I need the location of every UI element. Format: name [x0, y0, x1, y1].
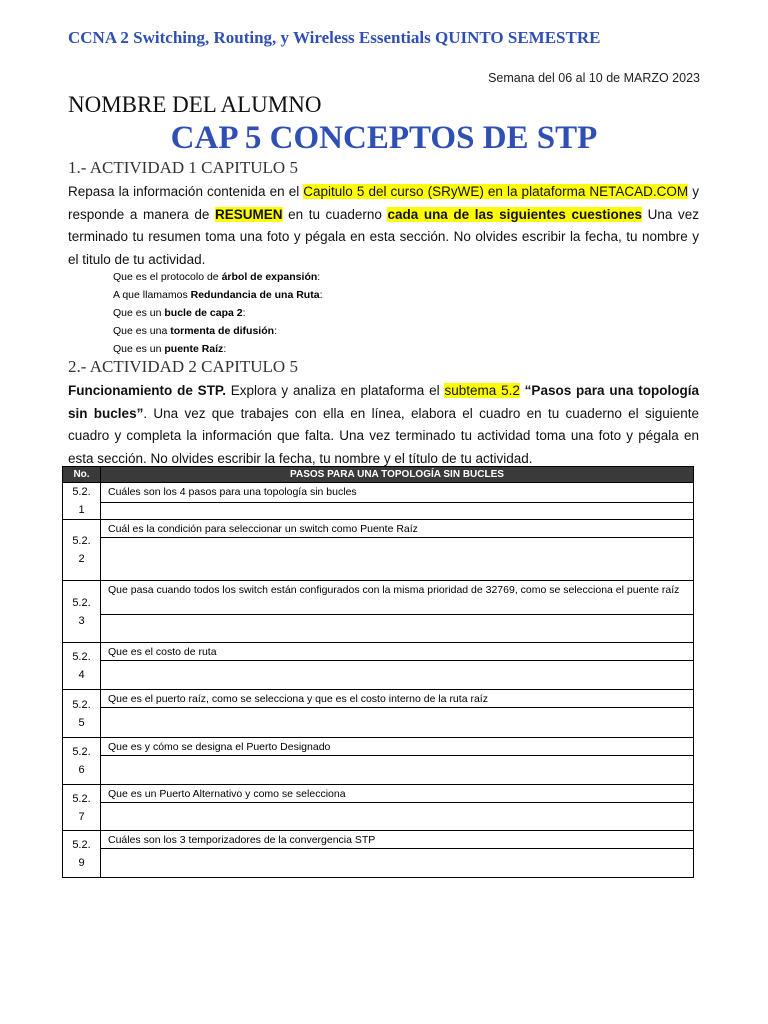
- activity1-text-4: Una vez terminado tu resumen toma una foto y pégala en esta sección. No olvides escribir la fecha, tu nombre y el titulo de tu actividad.: [68, 206, 699, 267]
- activity1-text-1: Repasa la información contenida en el: [68, 184, 304, 199]
- activity1-text-3: en tu cuaderno: [282, 206, 388, 222]
- answer-cell[interactable]: [101, 756, 694, 785]
- question-suffix: :: [317, 271, 321, 283]
- row-number: [63, 520, 101, 581]
- row-number-prefix: 5.2.: [72, 535, 91, 547]
- row-number-suffix: 2: [78, 553, 85, 565]
- activity2-bold-1: Funcionamiento de STP.: [68, 383, 226, 398]
- row-number-prefix: 5.2.: [72, 486, 91, 498]
- row-question: Que es y cómo se designa el Puerto Designado: [101, 738, 694, 756]
- row-number-suffix: 3: [78, 614, 85, 627]
- row-number: [63, 785, 101, 831]
- row-number-prefix: 5.2.: [72, 698, 91, 711]
- activity2-heading: 2.- ACTIVIDAD 2 CAPITULO 5: [68, 357, 298, 376]
- question-prefix: Que es un: [113, 307, 165, 319]
- row-question: Cuáles son los 3 temporizadores de la convergencia STP: [101, 831, 694, 849]
- activity1-highlight-chapter: Capitulo 5 del curso (SRyWE) en la plataforma NETACAD.COM: [303, 184, 689, 199]
- list-item: [113, 322, 322, 340]
- row-number-suffix: 4: [78, 669, 85, 681]
- row-question: Cuáles son los 4 pasos para una topología sin bucles: [101, 483, 694, 503]
- question-term: puente Raíz: [164, 343, 224, 355]
- row-number: [63, 738, 101, 785]
- activity2-text-2: . Una vez que trabajes con ella en línea, elabora el cuadro en tu cuaderno el siguiente cuadro y completa la información que falta. Una vez terminado tu actividad toma una foto y pégala en esta sección. No olvides escribir la fecha, tu nombre y el título de tu actividad.: [68, 405, 699, 466]
- row-question: Que es un Puerto Alternativo y como se selecciona: [101, 785, 694, 803]
- list-item: [113, 304, 322, 322]
- answer-cell[interactable]: [101, 849, 694, 878]
- row-question: Que pasa cuando todos los switch están configurados con la misma prioridad de 32769, como se selecciona el puente raíz: [101, 581, 694, 615]
- row-question: Cuál es la condición para seleccionar un switch como Puente Raíz: [101, 520, 694, 538]
- page-title: CAP 5 CONCEPTOS DE STP: [170, 120, 598, 156]
- week-date: Semana del 06 al 10 de MARZO 2023: [488, 71, 700, 85]
- table-row: [63, 785, 694, 803]
- table-header-row: [63, 467, 694, 483]
- row-number-prefix: 5.2.: [72, 651, 91, 663]
- question-suffix: :: [223, 343, 227, 355]
- row-number: [63, 831, 101, 878]
- table-row: [63, 581, 694, 615]
- row-number-suffix: 1: [78, 504, 85, 516]
- list-item: [113, 340, 322, 358]
- activity1-heading: 1.- ACTIVIDAD 1 CAPITULO 5: [68, 158, 298, 177]
- table-row: [63, 643, 694, 661]
- activity1-highlight-questions: cada una de las siguientes cuestiones: [387, 206, 643, 222]
- row-number-prefix: 5.2.: [72, 792, 91, 805]
- row-number-suffix: 7: [78, 810, 85, 823]
- question-suffix: :: [319, 289, 323, 301]
- answer-cell[interactable]: [101, 661, 694, 690]
- row-number-prefix: 5.2.: [72, 746, 91, 758]
- table-row-answer: [63, 661, 694, 690]
- list-item: [113, 286, 322, 304]
- table-row: [63, 520, 694, 538]
- steps-table: [62, 466, 694, 878]
- row-number: [63, 643, 101, 690]
- row-number: [63, 690, 101, 738]
- table-row-answer: [63, 803, 694, 831]
- activity2-bold-2: “Pasos para una topología sin bucles”: [68, 383, 699, 421]
- list-item: [113, 268, 322, 286]
- question-term: tormenta de difusión: [170, 325, 275, 337]
- question-prefix: Que es una: [113, 325, 171, 337]
- column-header-steps: PASOS PARA UNA TOPOLOGÍA SIN BUCLES: [101, 467, 694, 483]
- activity1-text-2: y responde a manera de: [68, 184, 699, 222]
- student-name-label: NOMBRE DEL ALUMNO: [68, 92, 322, 117]
- row-number-prefix: 5.2.: [72, 839, 91, 851]
- activity2-text-1: Explora y analiza en plataforma el: [225, 383, 445, 398]
- row-question: Que es el puerto raíz, como se selecciona y que es el costo interno de la ruta raíz: [101, 690, 694, 708]
- course-title: CCNA 2 Switching, Routing, y Wireless Essentials QUINTO SEMESTRE: [68, 28, 601, 47]
- table-row-answer: [63, 615, 694, 643]
- column-header-no: No.: [63, 467, 101, 483]
- table-row: [63, 738, 694, 756]
- table-row: [63, 690, 694, 708]
- question-term: Redundancia de una Ruta: [190, 289, 320, 301]
- question-suffix: :: [274, 325, 277, 337]
- answer-cell[interactable]: [101, 803, 694, 831]
- row-number-suffix: 9: [78, 857, 85, 869]
- row-question: Que es el costo de ruta: [101, 643, 694, 661]
- row-number-suffix: 5: [78, 716, 85, 729]
- activity1-question-list: [113, 268, 322, 358]
- table-row-answer: [63, 756, 694, 785]
- question-prefix: Que es el protocolo de: [113, 271, 222, 283]
- activity2-paragraph: [68, 380, 699, 470]
- table-row-answer: [63, 502, 694, 519]
- row-number-suffix: 6: [78, 764, 85, 776]
- answer-cell[interactable]: [101, 538, 694, 581]
- answer-cell[interactable]: [101, 615, 694, 643]
- table-row-answer: [63, 538, 694, 581]
- table-row-answer: [63, 849, 694, 878]
- activity2-highlight-subtopic: subtema 5.2: [444, 383, 520, 398]
- question-term: bucle de capa 2: [164, 307, 243, 319]
- table-row: [63, 831, 694, 849]
- question-prefix: A que llamamos: [113, 289, 191, 301]
- row-number: [63, 581, 101, 643]
- table-row-answer: [63, 708, 694, 738]
- answer-cell[interactable]: [101, 708, 694, 738]
- table-row: [63, 483, 694, 503]
- answer-cell[interactable]: [101, 502, 694, 519]
- row-number: [63, 483, 101, 520]
- row-number-prefix: 5.2.: [72, 596, 91, 609]
- question-prefix: Que es un: [113, 343, 165, 355]
- activity1-paragraph: [68, 181, 699, 271]
- activity1-highlight-resumen: RESUMEN: [214, 206, 283, 222]
- question-term: árbol de expansión: [221, 271, 318, 283]
- question-suffix: :: [242, 307, 246, 319]
